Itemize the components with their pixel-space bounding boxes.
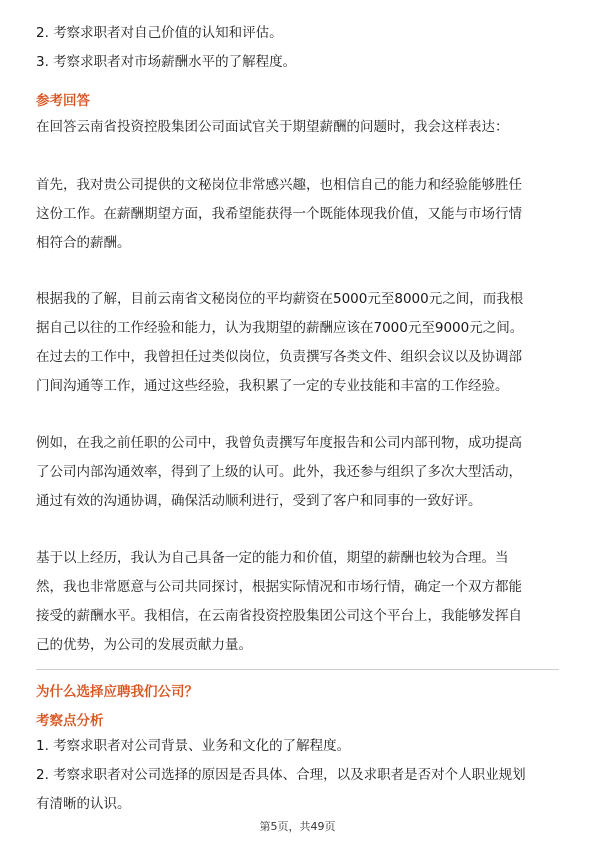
paragraph-line: 通过有效的沟通协调，确保活动顺利进行，受到了客户和同事的一致好评。: [36, 493, 482, 509]
paragraph-line: 在过去的工作中，我曾担任过类似岗位，负责撰写各类文件、组织会议以及协调部: [36, 349, 522, 365]
paragraph-line: 相符合的薪酬。: [36, 235, 131, 251]
question-heading: 为什么选择应聘我们公司？: [36, 684, 198, 700]
paragraph-line: 了公司内部沟通效率，得到了上级的认可。此外，我还参与组织了多次大型活动，: [36, 464, 522, 480]
paragraph-line: 己的优势，为公司的发展贡献力量。: [36, 637, 252, 653]
list-item: 2. 考察求职者对自己价值的认知和评估。: [36, 25, 283, 41]
paragraph-line: 首先，我对贵公司提供的文秘岗位非常感兴趣，也相信自己的能力和经验能够胜任: [36, 177, 522, 193]
list-item: 有清晰的认识。: [36, 796, 131, 812]
reference-answer-heading: 参考回答: [36, 93, 90, 109]
page-number: 第5页，共49页: [259, 820, 336, 833]
paragraph-line: 接受的薪酬水平。我相信，在云南省投资控股集团公司这个平台上，我能够发挥自: [36, 608, 522, 624]
intro-text: 在回答云南省投资控股集团公司面试官关于期望薪酬的问题时，我会这样表达：: [36, 119, 509, 135]
paragraph-line: 基于以上经历，我认为自己具备一定的能力和价值，期望的薪酬也较为合理。当: [36, 550, 509, 566]
list-item: 2. 考察求职者对公司选择的原因是否具体、合理，以及求职者是否对个人职业规划: [36, 767, 526, 783]
paragraph-line: 例如，在我之前任职的公司中，我曾负责撰写年度报告和公司内部刊物，成功提高: [36, 435, 522, 451]
list-item: 3. 考察求职者对市场薪酬水平的了解程度。: [36, 54, 297, 70]
paragraph-line: 这份工作。在薪酬期望方面，我希望能获得一个既能体现我价值，又能与市场行情: [36, 206, 522, 222]
paragraph-line: 根据我的了解，目前云南省文秘岗位的平均薪资在5000元至8000元之间，而我根: [36, 291, 524, 307]
section-divider: [36, 669, 559, 670]
paragraph-line: 据自己以往的工作经验和能力，认为我期望的薪酬应该在7000元至9000元之间。: [36, 320, 524, 336]
paragraph-line: 然，我也非常愿意与公司共同探讨，根据实际情况和市场行情，确定一个双方都能: [36, 579, 522, 595]
list-item: 1. 考察求职者对公司背景、业务和文化的了解程度。: [36, 738, 351, 754]
analysis-heading: 考察点分析: [36, 713, 104, 729]
paragraph-line: 门间沟通等工作，通过这些经验，我积累了一定的专业技能和丰富的工作经验。: [36, 378, 509, 394]
